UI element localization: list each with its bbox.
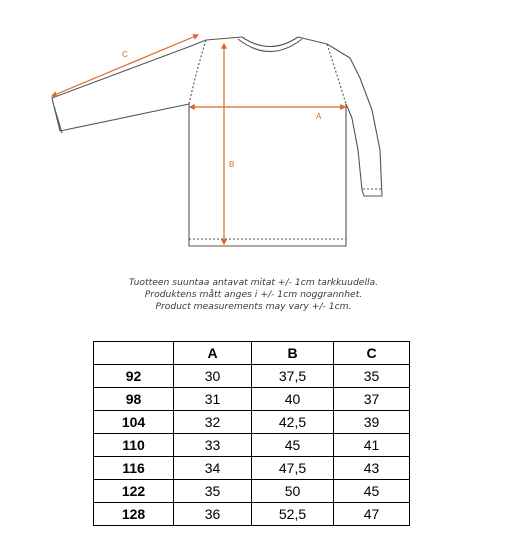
size-cell: 92 <box>94 365 174 388</box>
b-cell: 50 <box>252 480 334 503</box>
size-cell: 116 <box>94 457 174 480</box>
size-chart-table <box>93 341 410 526</box>
a-cell: 31 <box>174 388 252 411</box>
c-cell: 41 <box>334 434 410 457</box>
table-row <box>94 480 410 503</box>
a-cell: 30 <box>174 365 252 388</box>
long-sleeve-shirt-outline-icon <box>52 37 382 246</box>
table-row <box>94 388 410 411</box>
measurement-note-finnish: Tuotteen suuntaa antavat mitat +/- 1cm tarkkuudella. <box>128 277 379 288</box>
b-cell: 45 <box>252 434 334 457</box>
c-cell: 43 <box>334 457 410 480</box>
b-cell: 42,5 <box>252 411 334 434</box>
table-header-row <box>94 342 410 365</box>
size-cell: 128 <box>94 503 174 526</box>
dimension-c-line <box>52 35 198 96</box>
table-row <box>94 411 410 434</box>
dimension-a-label: A <box>316 112 322 121</box>
a-cell: 33 <box>174 434 252 457</box>
c-cell: 35 <box>334 365 410 388</box>
size-cell: 110 <box>94 434 174 457</box>
c-cell: 45 <box>334 480 410 503</box>
c-cell: 39 <box>334 411 410 434</box>
table-header-b: B <box>252 342 334 365</box>
measurement-note-english: Product measurements may vary +/- 1cm. <box>155 301 352 312</box>
table-row <box>94 457 410 480</box>
b-cell: 40 <box>252 388 334 411</box>
dimension-c-label: C <box>122 50 128 59</box>
c-cell: 37 <box>334 388 410 411</box>
a-cell: 35 <box>174 480 252 503</box>
table-header-a: A <box>174 342 252 365</box>
size-cell: 122 <box>94 480 174 503</box>
table-row <box>94 503 410 526</box>
table-header-size <box>94 342 174 365</box>
measurement-note-swedish: Produktens mått anges i +/- 1cm noggrannhet. <box>144 289 363 300</box>
b-cell: 37,5 <box>252 365 334 388</box>
size-cell: 104 <box>94 411 174 434</box>
dimension-lines <box>52 35 345 244</box>
table-row <box>94 365 410 388</box>
c-cell: 47 <box>334 503 410 526</box>
b-cell: 47,5 <box>252 457 334 480</box>
a-cell: 34 <box>174 457 252 480</box>
b-cell: 52,5 <box>252 503 334 526</box>
table-row <box>94 434 410 457</box>
dimension-b-label: B <box>229 160 235 169</box>
size-cell: 98 <box>94 388 174 411</box>
shirt-measurement-diagram <box>0 0 507 260</box>
table-header-c: C <box>334 342 410 365</box>
a-cell: 36 <box>174 503 252 526</box>
a-cell: 32 <box>174 411 252 434</box>
